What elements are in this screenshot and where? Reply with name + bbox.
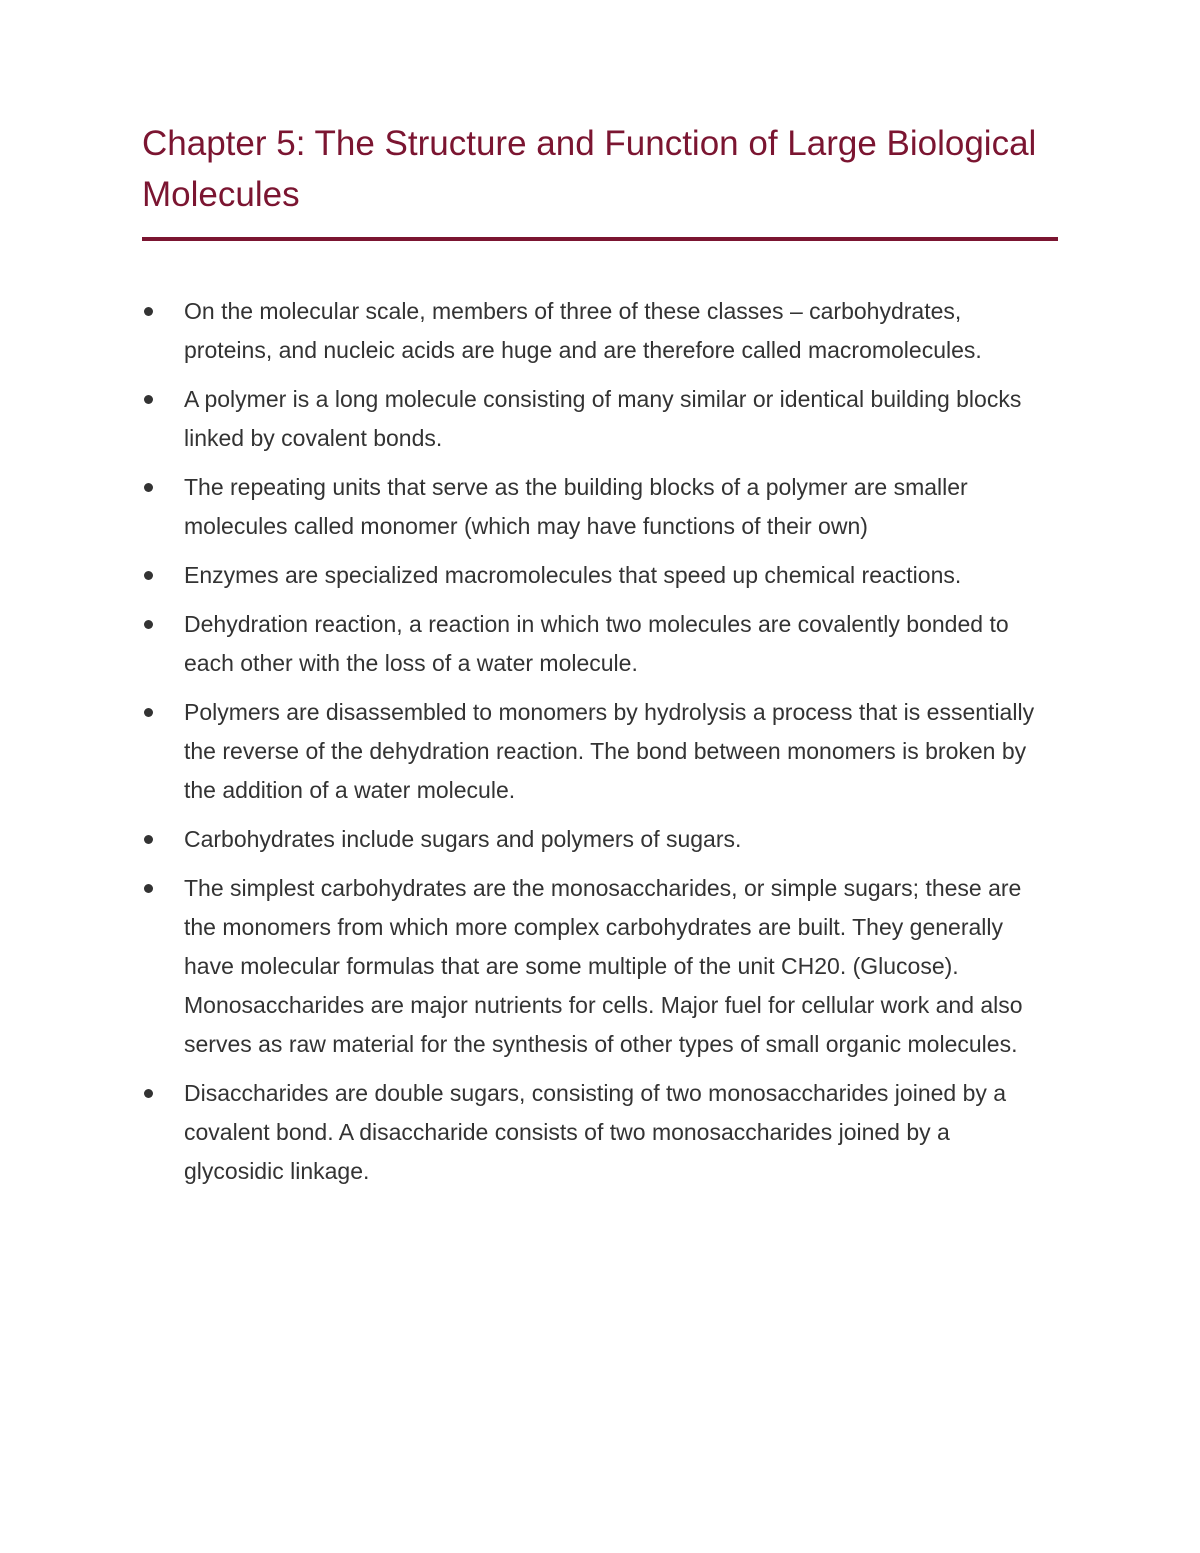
bullet-dot-icon [144, 1089, 153, 1098]
bullet-item [142, 1074, 1042, 1191]
bullet-dot-icon [144, 483, 153, 492]
bullet-dot-icon [144, 835, 153, 844]
bullet-item [142, 605, 1042, 683]
bullet-text: Enzymes are specialized macromolecules that speed up chemical reactions. [184, 562, 962, 588]
bullet-text: Disaccharides are double sugars, consisting of two monosaccharides joined by a covalent bond. A disaccharide consists of two monosaccharides joined by a glycosidic linkage. [184, 1080, 1007, 1184]
bullet-text: On the molecular scale, members of three of these classes – carbohydrates, proteins, and nucleic acids are huge and are therefore called macromolecules. [184, 298, 982, 363]
bullet-dot-icon [144, 307, 153, 316]
bullet-text: A polymer is a long molecule consisting of many similar or identical building blocks linked by covalent bonds. [184, 386, 1022, 451]
bullet-dot-icon [144, 708, 153, 717]
bullet-dot-icon [144, 884, 153, 893]
bullet-text: Dehydration reaction, a reaction in which two molecules are covalently bonded to each other with the loss of a water molecule. [184, 611, 1009, 676]
bullet-dot-icon [144, 571, 153, 580]
bullet-item [142, 468, 1042, 546]
bullet-dot-icon [144, 620, 153, 629]
bullet-text: Polymers are disassembled to monomers by hydrolysis a process that is essentially the reverse of the dehydration reaction. The bond between monomers is broken by the addition of a water molecule. [184, 699, 1035, 803]
bullet-text: The repeating units that serve as the building blocks of a polymer are smaller molecules called monomer (which may have functions of their own) [184, 474, 968, 539]
page-title: Chapter 5: The Structure and Function of Large Biological Molecules [142, 124, 1037, 214]
bullet-item [142, 292, 1042, 370]
bullet-item [142, 380, 1042, 458]
bullet-dot-icon [144, 395, 153, 404]
bullet-item [142, 556, 1042, 595]
bullet-item [142, 820, 1042, 859]
bullet-text: Carbohydrates include sugars and polymers of sugars. [184, 826, 742, 852]
bullet-item [142, 693, 1042, 810]
bullet-text: The simplest carbohydrates are the monosaccharides, or simple sugars; these are the monomers from which more complex carbohydrates are built. They generally have molecular formulas that are some multiple of the unit CH20. (Glucose). Monosaccharides are major nutrients for cells. Major fuel for cellular work and also serves as raw material for the synthesis of other types of small organic molecules. [184, 875, 1023, 1057]
bullet-item [142, 869, 1042, 1064]
title-divider [142, 237, 1058, 241]
bullet-list [142, 292, 1042, 1201]
